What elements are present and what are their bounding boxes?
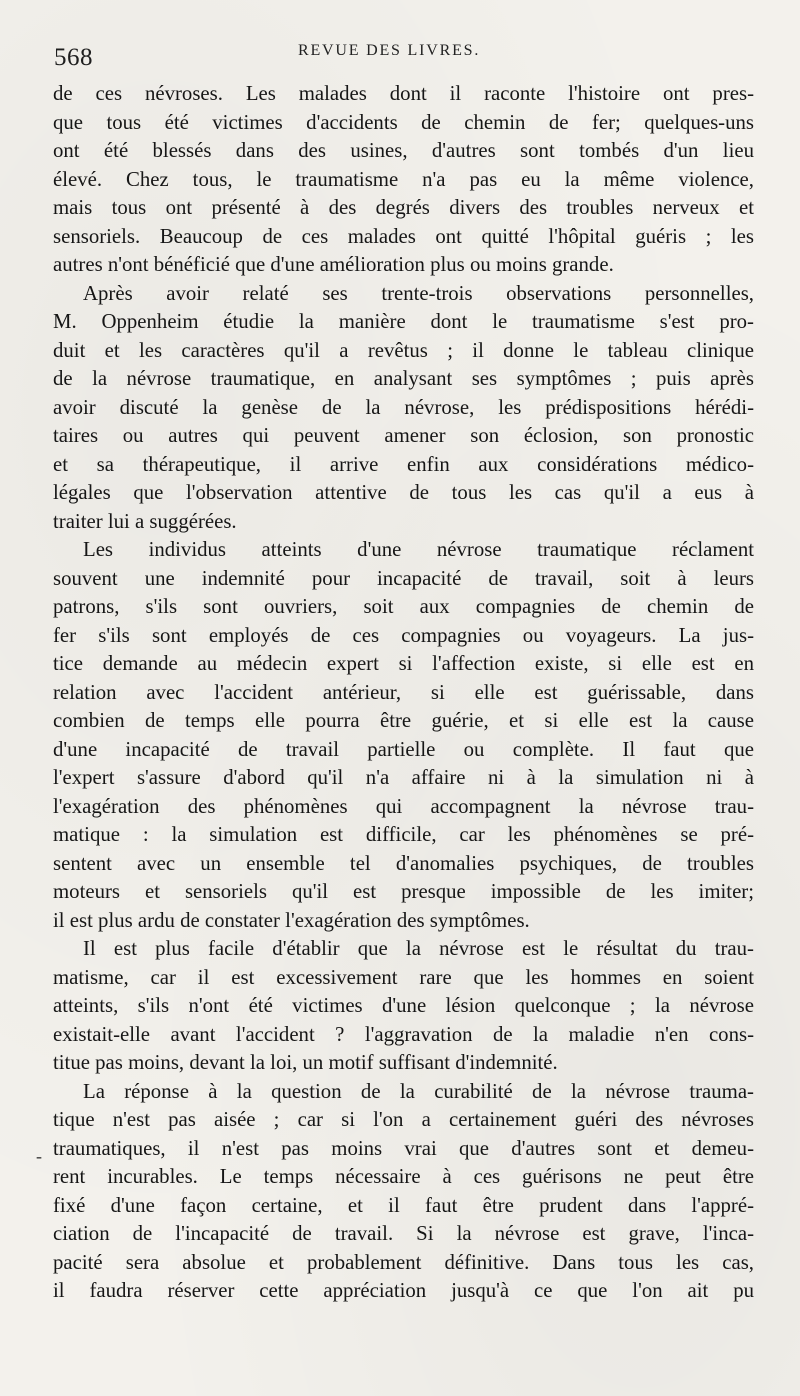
text-line: rent incurables. Le temps nécessaire à ces guérisons ne peut être — [53, 1165, 754, 1188]
text-line: combien de temps elle pourra être guérie, et si elle est la cause — [53, 709, 754, 732]
text-line: relation avec l'accident antérieur, si elle est guérissable, dans — [53, 680, 754, 704]
text-line: l'expert s'assure d'abord qu'il n'a affaire ni à la simulation ni à — [53, 766, 754, 789]
text-line: matique : la simulation est difficile, car les phénomènes se pré- — [53, 823, 754, 846]
margin-mark: - — [36, 1146, 42, 1166]
page-header — [54, 40, 754, 76]
text-line: il faudra réserver cette appréciation jusqu'à ce que l'on ait pu — [53, 1279, 754, 1302]
text-line: taires ou autres qui peuvent amener son éclosion, son pronostic — [53, 424, 754, 447]
text-line: pacité sera absolue et probablement définitive. Dans tous les cas, — [53, 1250, 754, 1274]
page-number: 568 — [54, 44, 93, 71]
text-line: souvent une indemnité pour incapacité de travail, soit à leurs — [53, 566, 754, 590]
text-line: La réponse à la question de la curabilité de la névrose trauma- — [83, 1079, 754, 1103]
text-line: élevé. Chez tous, le traumatisme n'a pas eu la même violence, — [53, 167, 754, 191]
text-line: ciation de l'incapacité de travail. Si la névrose est grave, l'inca- — [53, 1222, 754, 1245]
text-line: mais tous ont présenté à des degrés divers des troubles nerveux et — [53, 196, 754, 219]
text-line: tique n'est pas aisée ; car si l'on a certainement guéri des névroses — [53, 1108, 754, 1131]
text-line: autres n'ont bénéficié que d'une amélioration plus ou moins grande. — [53, 253, 614, 276]
text-line: fer s'ils sont employés de ces compagnies ou voyageurs. La jus- — [53, 623, 754, 647]
running-head: REVUE DES LIVRES. — [298, 42, 481, 59]
text-line: patrons, s'ils sont ouvriers, soit aux compagnies de chemin de — [53, 595, 754, 618]
text-line: traiter lui a suggérées. — [53, 509, 237, 533]
text-line: Après avoir relaté ses trente-trois observations personnelles, — [83, 281, 754, 305]
body-text — [53, 80, 754, 1306]
text-line: il est plus ardu de constater l'exagération des symptômes. — [53, 908, 530, 932]
text-line: tice demande au médecin expert si l'affection existe, si elle est en — [53, 652, 754, 675]
text-line: d'une incapacité de travail partielle ou complète. Il faut que — [53, 737, 754, 761]
text-line: ont été blessés dans des usines, d'autres sont tombés d'un lieu — [53, 139, 754, 162]
text-line: de ces névroses. Les malades dont il raconte l'histoire ont pres- — [53, 82, 754, 105]
text-line: et sa thérapeutique, il arrive enfin aux considérations médico- — [53, 452, 754, 476]
text-line: traumatiques, il n'est pas moins vrai que d'autres sont et demeu- — [53, 1136, 754, 1160]
text-line: titue pas moins, devant la loi, un motif suffisant d'indemnité. — [53, 1051, 558, 1074]
text-line: atteints, s'ils n'ont été victimes d'une lésion quelconque ; la névrose — [53, 994, 754, 1017]
text-line: l'exagération des phénomènes qui accompagnent la névrose trau- — [53, 794, 754, 818]
text-line: matisme, car il est excessivement rare que les hommes en soient — [53, 965, 754, 989]
text-line: Il est plus facile d'établir que la névrose est le résultat du trau- — [83, 937, 754, 960]
text-line: M. Oppenheim étudie la manière dont le traumatisme s'est pro- — [53, 310, 754, 333]
text-line: moteurs et sensoriels qu'il est presque impossible de les imiter; — [53, 880, 754, 903]
text-line: avoir discuté la genèse de la névrose, les prédispositions hérédi- — [53, 395, 754, 419]
text-line: légales que l'observation attentive de tous les cas qu'il a eus à — [53, 481, 754, 504]
text-line: sentent avec un ensemble tel d'anomalies psychiques, de troubles — [53, 851, 754, 875]
text-line: de la névrose traumatique, en analysant ses symptômes ; puis après — [53, 367, 754, 390]
text-line: duit et les caractères qu'il a revêtus ; il donne le tableau clinique — [53, 338, 754, 362]
text-line: que tous été victimes d'accidents de chemin de fer; quelques-uns — [53, 110, 754, 134]
text-line: Les individus atteints d'une névrose traumatique réclament — [83, 538, 754, 561]
text-line: existait-elle avant l'accident ? l'aggravation de la maladie n'en cons- — [53, 1022, 754, 1046]
text-line: sensoriels. Beaucoup de ces malades ont quitté l'hôpital guéris ; les — [53, 224, 754, 248]
text-line: fixé d'une façon certaine, et il faut être prudent dans l'appré- — [53, 1193, 754, 1217]
